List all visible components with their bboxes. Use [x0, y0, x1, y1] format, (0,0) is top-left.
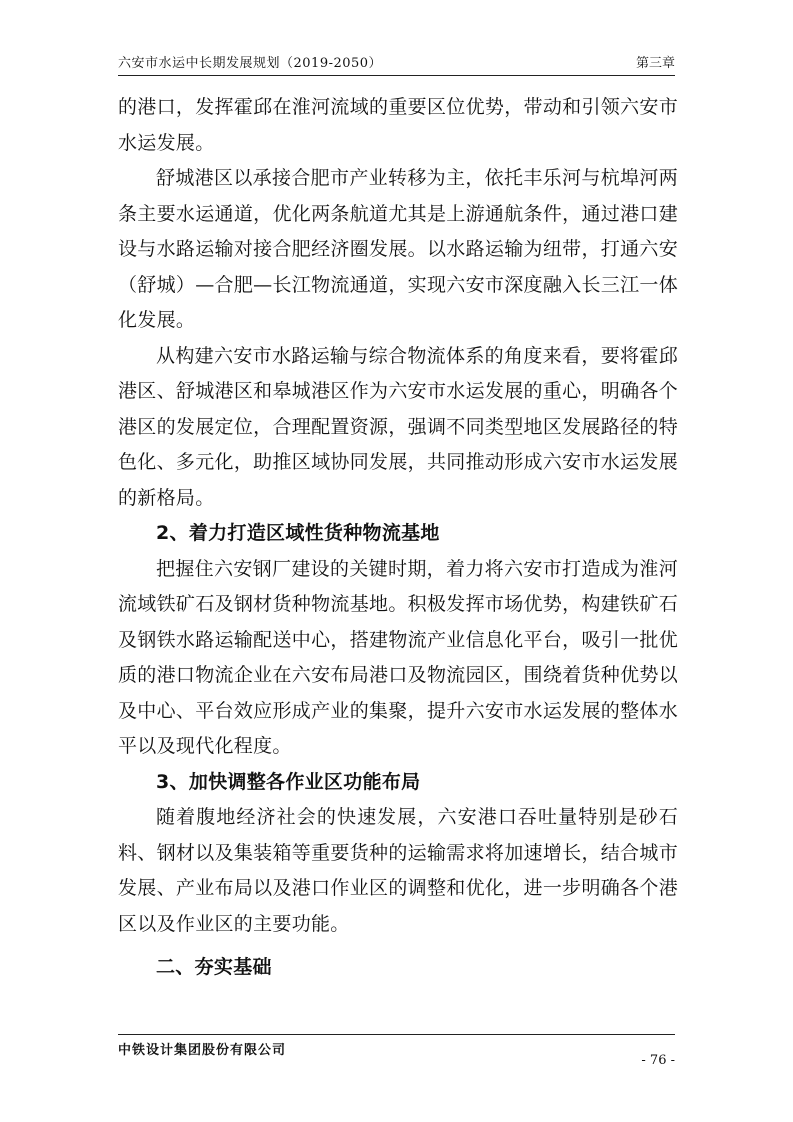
company-name: 中铁设计集团股份有限公司: [118, 1043, 287, 1058]
heading-function-layout: 3、加快调整各作业区功能布局: [156, 770, 421, 793]
heading-logistics-base: 2、着力打造区域性货种物流基地: [156, 522, 440, 544]
page-content: [118, 90, 678, 986]
paragraph-port-functions: 随着腹地经济社会的快速发展，六安港口吞吐量特别是砂石料、钢材以及集装箱等重要货种的运输需求将加速增长，结合城市发展、产业布局以及港口作业区的调整和优化，进一步明确各个港区以及作业区的主要功能。: [118, 806, 678, 935]
paragraph-continued: 的港口，发挥霍邱在淮河流域的重要区位优势，带动和引领六安市水运发展。: [118, 96, 678, 154]
paragraph-steel-logistics: 把握住六安钢厂建设的关键时期，着力将六安市打造成为淮河流域铁矿石及钢材货种物流基地。积极发挥市场优势，构建铁矿石及钢铁水路运输配送中心，搭建物流产业信息化平台，吸引一批优质的港口物流企业在六安布局港口及物流园区，围绕着货种优势以及中心、平台效应形成产业的集聚，提升六安市水运发展的整体水平以及现代化程度。: [118, 557, 678, 757]
page-footer: [118, 1034, 675, 1068]
page-header: [118, 52, 675, 76]
paragraph-logistics-system: 从构建六安市水路运输与综合物流体系的角度来看，要将霍邱港区、舒城港区和皋城港区作为六安市水运发展的重心，明确各个港区的发展定位，合理配置资源，强调不同类型地区发展路径的特色化、多元化，助推区域协同发展，共同推动形成六安市水运发展的新格局。: [118, 344, 678, 509]
paragraph-shucheng-port: 舒城港区以承接合肥市产业转移为主，依托丰乐河与杭埠河两条主要水运通道，优化两条航道尤其是上游通航条件，通过港口建设与水路运输对接合肥经济圈发展。以水路运输为纽带，打通六安（舒城）—合肥—长江物流通道，实现六安市深度融入长三江一体化发展。: [118, 167, 678, 331]
chapter-label: 第三章: [635, 56, 675, 71]
heading-solid-foundation: 二、夯实基础: [156, 956, 272, 978]
document-title: 六安市水运中长期发展规划（2019-2050）: [118, 56, 383, 71]
page-number: - 76 -: [641, 1053, 675, 1068]
